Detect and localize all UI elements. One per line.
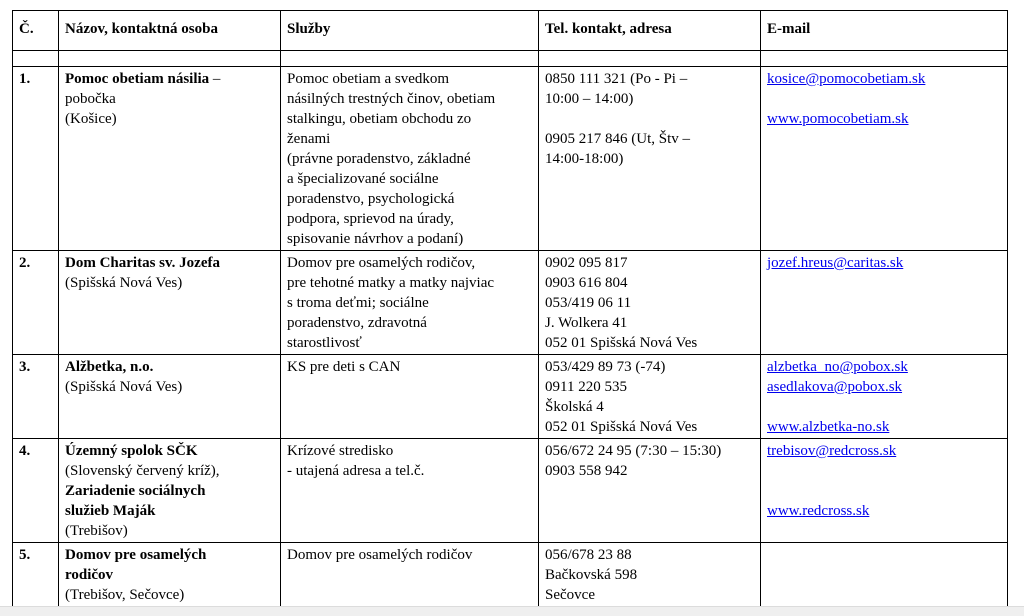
- services-line: (právne poradenstvo, základné: [287, 151, 471, 167]
- services-line: násilných trestných činov, obetiam: [287, 91, 496, 107]
- services-cell: [281, 543, 539, 607]
- phone-line: 053/419 06 11: [545, 295, 632, 311]
- organization-city: (Trebišov, Sečovce): [65, 587, 185, 603]
- services-cell: [281, 251, 539, 355]
- services-line: poradenstvo, psychologická: [287, 191, 455, 207]
- email-link[interactable]: alzbetka_no@pobox.sk: [767, 359, 908, 375]
- row-number: 4.: [13, 439, 59, 543]
- header-services: Služby: [281, 11, 539, 51]
- address-line: J. Wolkera 41: [545, 315, 628, 331]
- row-number: 1.: [13, 67, 59, 251]
- services-cell: [281, 439, 539, 543]
- table-row: [13, 543, 1008, 607]
- row-number: 2.: [13, 251, 59, 355]
- phone-line: 0850 111 321 (Po - Pi –: [545, 71, 688, 87]
- organization-subtitle: (Slovenský červený kríž),: [65, 463, 220, 479]
- organization-name-suffix: –: [209, 71, 221, 87]
- services-line: starostlivosť: [287, 335, 362, 351]
- services-line: spisovanie návrhov a podaní): [287, 231, 464, 247]
- services-line: podpora, sprievod na úrady,: [287, 211, 454, 227]
- phone-line: 053/429 89 73 (-74): [545, 359, 666, 375]
- organization-name-line: rodičov: [65, 567, 114, 583]
- email-cell: [761, 439, 1008, 543]
- address-line: Školská 4: [545, 399, 604, 415]
- organization-name: Domov pre osamelých: [65, 547, 207, 563]
- table-row: [13, 355, 1008, 439]
- contact-cell: [539, 67, 761, 251]
- services-line: stalkingu, obetiam obchodu zo: [287, 111, 472, 127]
- organization-cell: [59, 355, 281, 439]
- phone-line: 0905 217 846 (Ut, Štv –: [545, 131, 691, 147]
- website-link[interactable]: www.pomocobetiam.sk: [767, 111, 909, 127]
- organization-cell: [59, 439, 281, 543]
- services-line: Pomoc obetiam a svedkom: [287, 71, 450, 87]
- services-cell: [281, 355, 539, 439]
- header-spacer-row: [13, 51, 1008, 67]
- blank-line: [767, 461, 1001, 501]
- organization-name: Pomoc obetiam násilia: [65, 71, 210, 87]
- table-row: [13, 251, 1008, 355]
- phone-line: 0903 616 804: [545, 275, 628, 291]
- phone-line: 056/678 23 88: [545, 547, 632, 563]
- table-header-row: [13, 11, 1008, 51]
- services-line: pre tehotné matky a matky najviac: [287, 275, 495, 291]
- services-line: poradenstvo, zdravotná: [287, 315, 427, 331]
- organization-city: (Spišská Nová Ves): [65, 379, 183, 395]
- blank-line: [767, 397, 1001, 417]
- services-line: - utajená adresa a tel.č.: [287, 463, 425, 479]
- services-line: KS pre deti s CAN: [287, 359, 401, 375]
- website-link[interactable]: www.redcross.sk: [767, 503, 870, 519]
- email-cell: [761, 251, 1008, 355]
- organization-name-line: služieb Maják: [65, 503, 156, 519]
- phone-hours-line: 14:00-18:00): [545, 151, 624, 167]
- header-email: E-mail: [761, 11, 1008, 51]
- services-line: a špecializované sociálne: [287, 171, 439, 187]
- organization-city: (Spišská Nová Ves): [65, 275, 183, 291]
- blank-line: [545, 109, 754, 129]
- contact-cell: [539, 251, 761, 355]
- header-number: Č.: [13, 11, 59, 51]
- header-name: Názov, kontaktná osoba: [59, 11, 281, 51]
- phone-hours-line: 10:00 – 14:00): [545, 91, 634, 107]
- header-contact: Tel. kontakt, adresa: [539, 11, 761, 51]
- organization-name: Alžbetka, n.o.: [65, 359, 154, 375]
- phone-line: 0902 095 817: [545, 255, 628, 271]
- address-line: Bačkovská 598: [545, 567, 638, 583]
- contact-cell: [539, 355, 761, 439]
- services-line: Domov pre osamelých rodičov,: [287, 255, 476, 271]
- email-link[interactable]: trebisov@redcross.sk: [767, 443, 897, 459]
- services-cell: [281, 67, 539, 251]
- address-line: 052 01 Spišská Nová Ves: [545, 419, 698, 435]
- email-link[interactable]: asedlakova@pobox.sk: [767, 379, 903, 395]
- organization-name: Územný spolok SČK: [65, 443, 198, 459]
- blank-line: [767, 89, 1001, 109]
- organization-cell: [59, 543, 281, 607]
- phone-line: 056/672 24 95 (7:30 – 15:30): [545, 443, 722, 459]
- organization-city: (Trebišov): [65, 523, 128, 539]
- phone-line: 0911 220 535: [545, 379, 627, 395]
- table-row: [13, 439, 1008, 543]
- organization-cell: [59, 251, 281, 355]
- address-line: 052 01 Spišská Nová Ves: [545, 335, 698, 351]
- services-line: s troma deťmi; sociálne: [287, 295, 429, 311]
- phone-line: 0903 558 942: [545, 463, 628, 479]
- organization-cell: [59, 67, 281, 251]
- email-link[interactable]: jozef.hreus@caritas.sk: [767, 255, 904, 271]
- email-cell: [761, 67, 1008, 251]
- contact-cell: [539, 439, 761, 543]
- organization-name-line: Zariadenie sociálnych: [65, 483, 206, 499]
- services-line: Krízové stredisko: [287, 443, 394, 459]
- row-number: 5.: [13, 543, 59, 607]
- website-link[interactable]: www.alzbetka-no.sk: [767, 419, 890, 435]
- organization-city: (Košice): [65, 111, 117, 127]
- address-line: Sečovce: [545, 587, 595, 603]
- email-cell: [761, 355, 1008, 439]
- contact-cell: [539, 543, 761, 607]
- services-line: Domov pre osamelých rodičov: [287, 547, 473, 563]
- email-cell: [761, 543, 1008, 607]
- organization-branch: pobočka: [65, 91, 116, 107]
- email-link[interactable]: kosice@pomocobetiam.sk: [767, 71, 926, 87]
- organization-name: Dom Charitas sv. Jozefa: [65, 255, 220, 271]
- services-line: ženami: [287, 131, 331, 147]
- table-row: [13, 67, 1008, 251]
- contacts-table: [12, 10, 1008, 607]
- row-number: 3.: [13, 355, 59, 439]
